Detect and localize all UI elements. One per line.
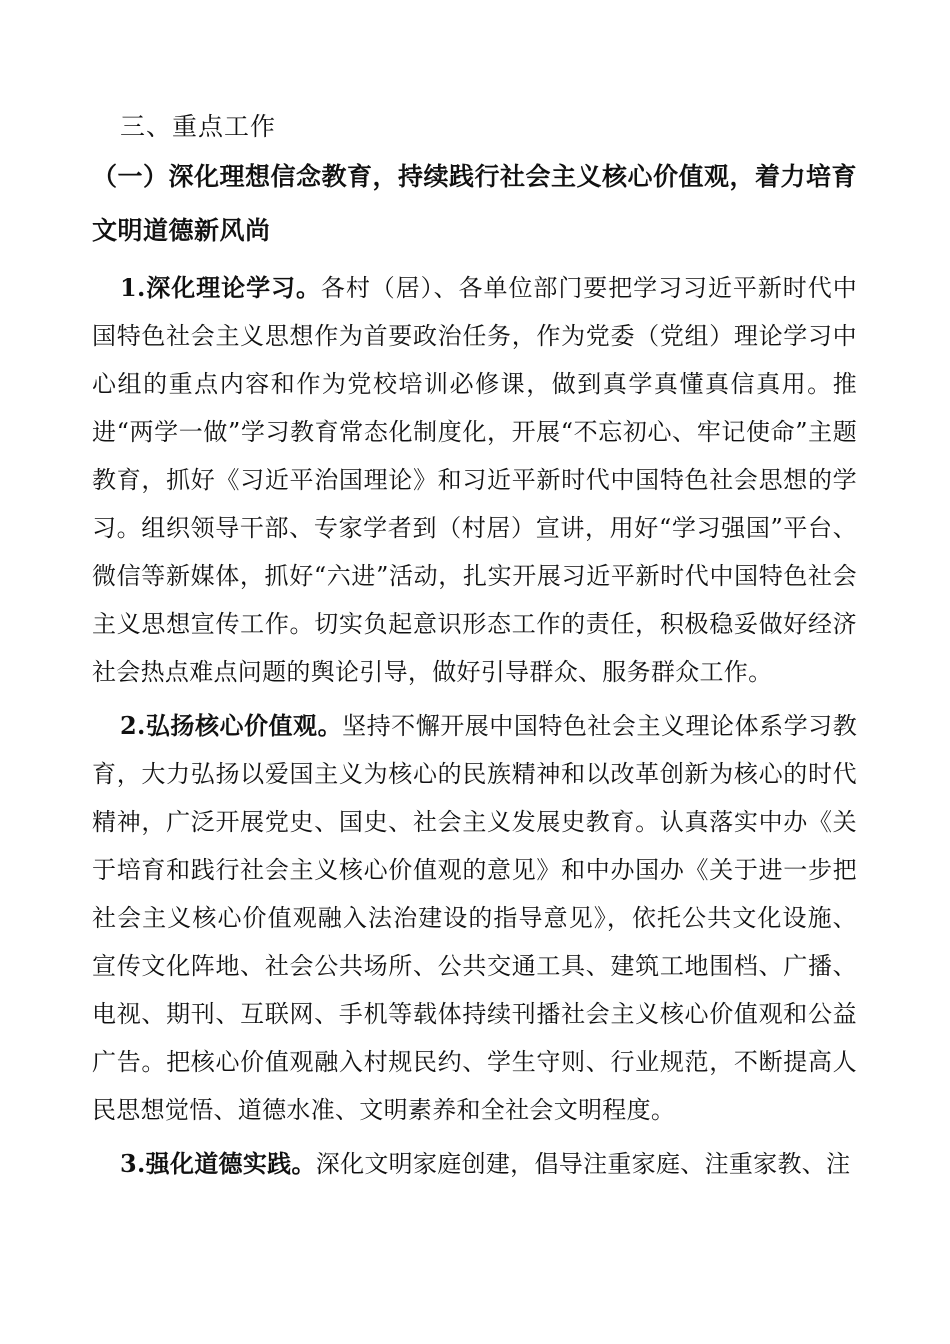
paragraph-3-body: 深化文明家庭创建，倡导注重家庭、注重家教、注 (315, 1150, 851, 1178)
paragraph-1 (92, 264, 857, 696)
paragraph-3 (92, 1140, 857, 1188)
subsection-title: （一）深化理想信念教育，持续践行社会主义核心价值观，着力培育文明道德新风尚 (92, 162, 858, 245)
paragraph-1-body: 各村（居）、各单位部门要把学习习近平新时代中国特色社会主义思想作为首要政治任务，作为党委（党组）理论学习中心组的重点内容和作为党校培训必修课，做到真学真懂真信真用。推进“两学一做”学习教育常态化制度化，开展“不忘初心、牢记使命”主题教育，抓好《习近平治国理论》和习近平新时代中国特色社会思想的学习。组织领导干部、专家学者到（村居）宣讲，用好“学习强国”平台、微信等新媒体，抓好“六进”活动，扎实开展习近平新时代中国特色社会主义思想宣传工作。切实负起意识形态工作的责任，积极稳妥做好经济社会热点难点问题的舆论引导，做好引导群众、服务群众工作。 (92, 274, 857, 686)
paragraph-3-lead: 3.强化道德实践。 (120, 1149, 316, 1178)
paragraph-2 (92, 702, 857, 1134)
paragraph-2-lead: 2.弘扬核心价值观。 (120, 711, 343, 740)
paragraph-2-body: 坚持不懈开展中国特色社会主义理论体系学习教育，大力弘扬以爱国主义为核心的民族精神和以改革创新为核心的时代精神，广泛开展党史、国史、社会主义发展史教育。认真落实中办《关于培育和践行社会主义核心价值观的意见》和中办国办《关于进一步把社会主义核心价值观融入法治建设的指导意见》，依托公共文化设施、宣传文化阵地、社会公共场所、公共交通工具、建筑工地围档、广播、电视、期刊、互联网、手机等载体持续刊播社会主义核心价值观和公益广告。把核心价值观融入村规民约、学生守则、行业规范，不断提高人民思想觉悟、道德水准、文明素养和全社会文明程度。 (92, 712, 857, 1124)
paragraph-1-lead: 1.深化理论学习。 (120, 273, 321, 302)
section-title: 三、重点工作 (120, 112, 277, 141)
